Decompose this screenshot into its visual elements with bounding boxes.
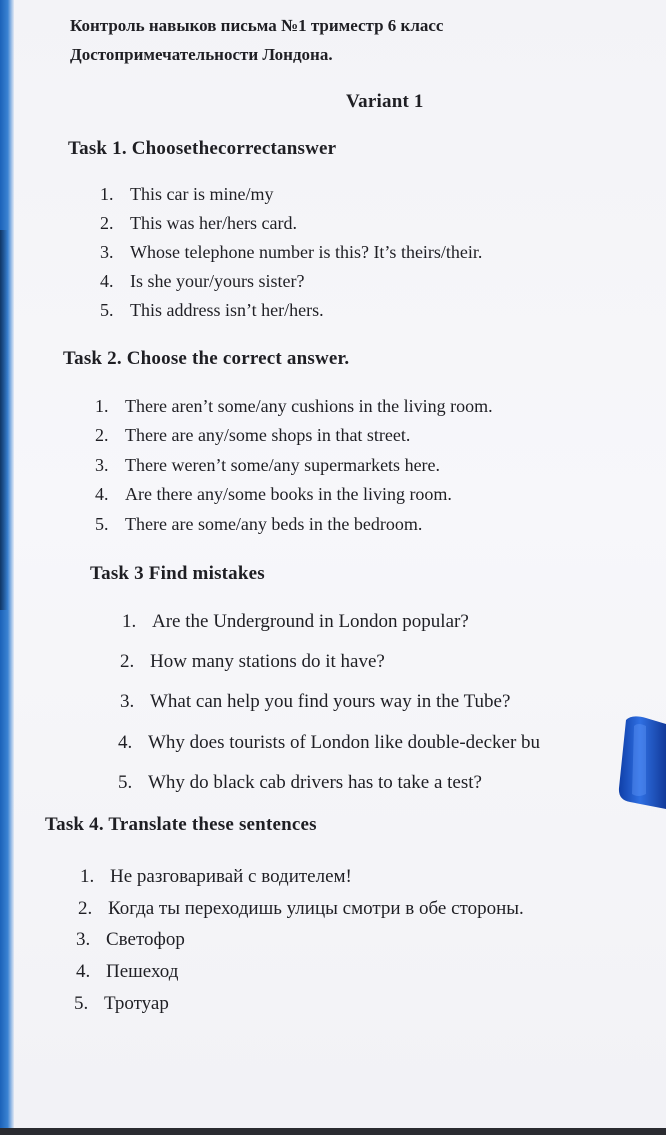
task-3-item	[118, 772, 482, 794]
item-number: 1.	[95, 396, 109, 416]
task-4-item	[78, 898, 524, 920]
task-3-item	[120, 691, 510, 713]
item-text: What can help you find yours way in the Tube?	[150, 691, 511, 712]
task-1-item	[100, 271, 304, 292]
task-2-item	[95, 455, 440, 476]
item-number: 3.	[95, 455, 109, 475]
item-text: Why does tourists of London like double-decker bu	[148, 732, 541, 753]
item-text: This was her/hers card.	[130, 213, 297, 233]
task-1-item	[100, 213, 297, 234]
item-text: Whose telephone number is this? It’s theirs/their.	[130, 242, 483, 262]
blue-marker-cap-icon	[616, 714, 666, 809]
header-subtitle: Достопримечательности Лондона.	[70, 45, 333, 64]
item-text: There are some/any beds in the bedroom.	[125, 514, 423, 534]
item-text: There aren’t some/any cushions in the living room.	[125, 396, 493, 416]
page-shadow	[0, 230, 8, 610]
item-number: 5.	[118, 772, 133, 793]
item-text: Why do black cab drivers has to take a test?	[148, 772, 482, 793]
task-1-title: Task 1. Choosethecorrectanswer	[68, 138, 337, 159]
task-2-title: Task 2. Choose the correct answer.	[63, 348, 350, 369]
task-1-item	[100, 242, 482, 263]
item-number: 1.	[80, 866, 95, 887]
item-text: Когда ты переходишь улицы смотри в обе стороны.	[108, 898, 524, 919]
item-text: There weren’t some/any supermarkets here.	[125, 455, 441, 475]
item-number: 1.	[122, 611, 137, 632]
item-number: 2.	[78, 898, 93, 919]
task-2-item	[95, 425, 410, 446]
item-text: How many stations do it have?	[150, 651, 385, 672]
item-text: Are there any/some books in the living room.	[125, 484, 452, 504]
item-text: This address isn’t her/hers.	[130, 300, 324, 320]
item-text: This car is mine/my	[130, 184, 274, 204]
item-number: 5.	[100, 300, 114, 320]
item-number: 5.	[95, 514, 109, 534]
item-number: 4.	[76, 961, 91, 982]
item-number: 2.	[120, 651, 135, 672]
task-1-item	[100, 184, 273, 205]
desk-edge	[0, 1128, 666, 1135]
item-text: Is she your/yours sister?	[130, 271, 305, 291]
task-1-item	[100, 300, 324, 321]
item-number: 4.	[118, 732, 133, 753]
item-text: Пешеход	[106, 961, 179, 982]
item-number: 4.	[100, 271, 114, 291]
task-4-item	[74, 993, 169, 1015]
task-4-title: Task 4. Translate these sentences	[45, 814, 317, 835]
item-text: Тротуар	[104, 993, 169, 1014]
task-2-item	[95, 484, 452, 505]
item-text: Светофор	[106, 929, 185, 950]
item-number: 2.	[95, 425, 109, 445]
variant-label: Variant 1	[346, 91, 424, 112]
item-number: 2.	[100, 213, 114, 233]
task-4-item	[76, 961, 178, 983]
task-3-title: Task 3 Find mistakes	[90, 563, 265, 584]
task-3-item	[122, 611, 469, 633]
task-4-item	[76, 929, 185, 951]
task-4-item	[80, 866, 352, 888]
item-number: 4.	[95, 484, 109, 504]
item-number: 3.	[120, 691, 135, 712]
item-text: There are any/some shops in that street.	[125, 425, 411, 445]
task-2-item	[95, 514, 422, 535]
task-3-item	[120, 651, 385, 673]
item-number: 3.	[76, 929, 91, 950]
header-title: Контроль навыков письма №1 триместр 6 класс	[70, 16, 444, 35]
item-number: 3.	[100, 242, 114, 262]
item-number: 1.	[100, 184, 114, 204]
task-3-item	[118, 732, 540, 754]
task-2-item	[95, 396, 493, 417]
item-text: Are the Underground in London popular?	[152, 611, 469, 632]
item-text: Не разговаривай с водителем!	[110, 866, 352, 887]
item-number: 5.	[74, 993, 89, 1014]
